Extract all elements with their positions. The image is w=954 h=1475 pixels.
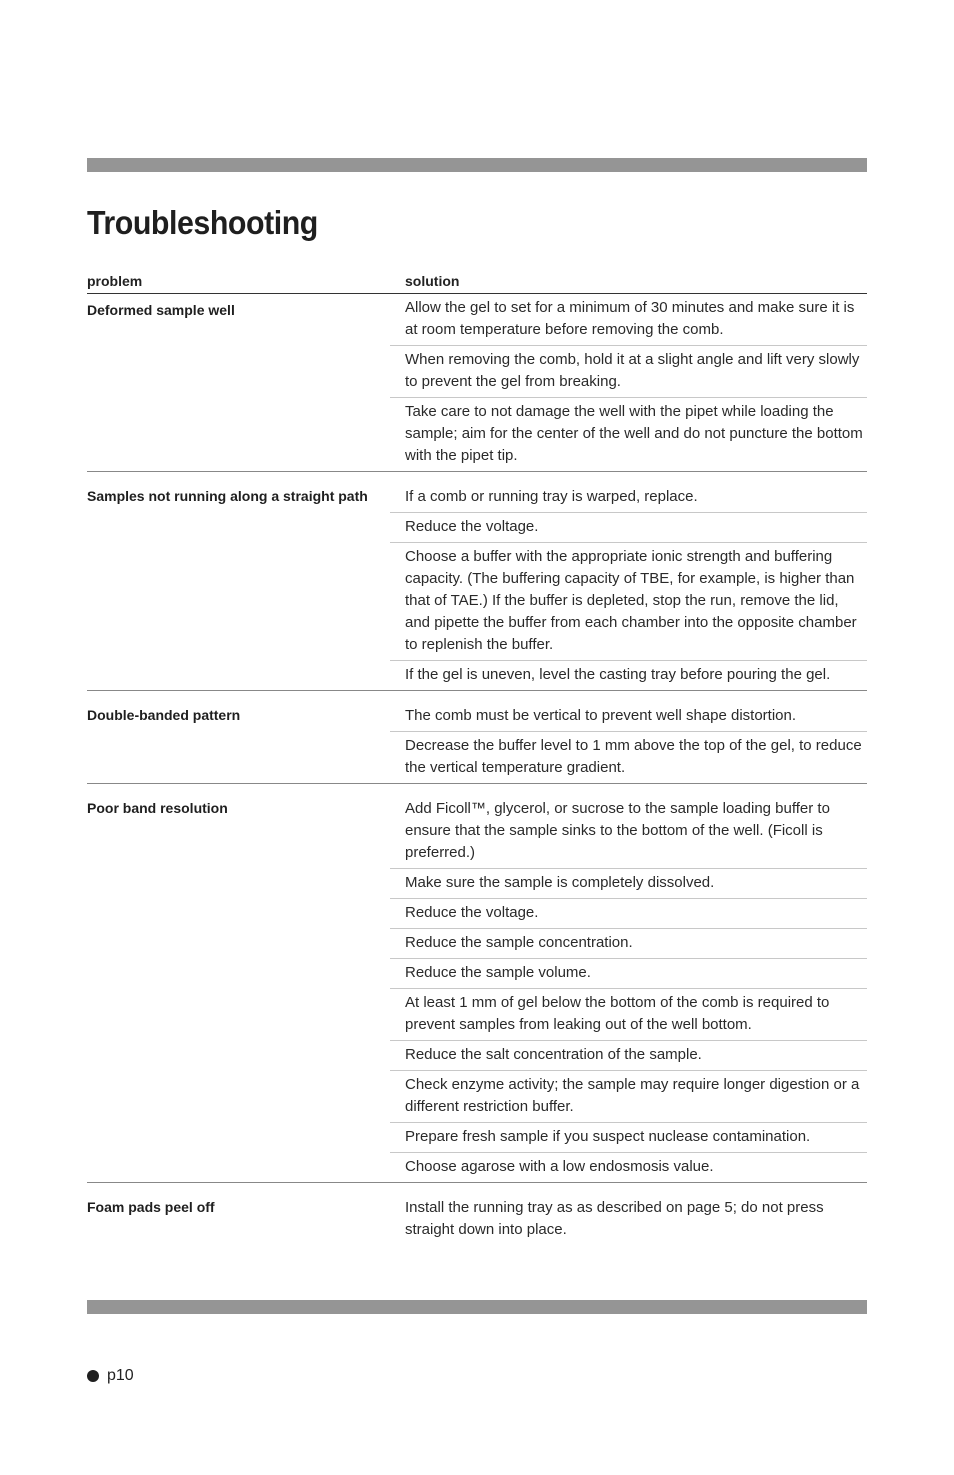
page-title: Troubleshooting bbox=[87, 204, 318, 241]
solution-item: Reduce the sample volume. bbox=[390, 959, 867, 989]
solution-list bbox=[390, 784, 867, 1182]
solution-item: When removing the comb, hold it at a slight angle and lift very slowly to prevent the gel from breaking. bbox=[390, 346, 867, 398]
page-number: p10 bbox=[107, 1367, 134, 1384]
table-row bbox=[87, 784, 867, 1183]
solution-item: Reduce the sample concentration. bbox=[390, 929, 867, 959]
solution-item: If a comb or running tray is warped, replace. bbox=[390, 483, 867, 513]
solution-item: Allow the gel to set for a minimum of 30 minutes and make sure it is at room temperature before removing the comb. bbox=[390, 294, 867, 346]
solution-item: Add Ficoll™, glycerol, or sucrose to the sample loading buffer to ensure that the sample sinks to the bottom of the well. (Ficoll is preferred.) bbox=[390, 795, 867, 869]
solution-item: Choose agarose with a low endosmosis value. bbox=[405, 1158, 714, 1175]
solution-item: Choose a buffer with the appropriate ionic strength and buffering capacity. (The buffering capacity of TBE, for example, is higher than that of TAE.) If the buffer is depleted, stop the run, remove the lid, and pipette the buffer from each chamber into the opposite chamber to replenish the buffer. bbox=[390, 543, 867, 661]
solution-item: Reduce the voltage. bbox=[390, 513, 867, 543]
solution-item: Reduce the salt concentration of the sample. bbox=[390, 1041, 867, 1071]
solution-item: At least 1 mm of gel below the bottom of the comb is required to prevent samples from leaking out of the well bottom. bbox=[390, 989, 867, 1041]
column-header-problem: problem bbox=[87, 273, 143, 289]
solution-list bbox=[390, 294, 867, 471]
troubleshooting-table bbox=[87, 268, 867, 1245]
page-footer bbox=[87, 1367, 134, 1385]
problem-label: Deformed sample well bbox=[87, 302, 235, 318]
table-row bbox=[87, 691, 867, 784]
solution-item: Prepare fresh sample if you suspect nuclease contamination. bbox=[390, 1123, 867, 1153]
table-row bbox=[87, 1183, 867, 1245]
bullet-icon bbox=[87, 1370, 99, 1382]
column-header-solution: solution bbox=[405, 273, 460, 289]
table-row bbox=[87, 294, 867, 472]
solution-item: Check enzyme activity; the sample may require longer digestion or a different restriction buffer. bbox=[390, 1071, 867, 1123]
solution-item: Decrease the buffer level to 1 mm above the top of the gel, to reduce the vertical temperature gradient. bbox=[405, 737, 862, 776]
solution-item: The comb must be vertical to prevent well shape distortion. bbox=[390, 702, 867, 732]
solution-list bbox=[390, 472, 867, 690]
table-row bbox=[87, 472, 867, 691]
bottom-rule-bar bbox=[87, 1300, 867, 1314]
top-rule-bar bbox=[87, 158, 867, 172]
problem-label: Foam pads peel off bbox=[87, 1199, 215, 1215]
solution-item: Install the running tray as as described on page 5; do not press straight down into place. bbox=[405, 1199, 824, 1238]
table-header bbox=[87, 268, 867, 294]
solution-item: Take care to not damage the well with the pipet while loading the sample; aim for the center of the well and do not puncture the bottom with the pipet tip. bbox=[405, 403, 863, 464]
solution-item: If the gel is uneven, level the casting tray before pouring the gel. bbox=[405, 666, 831, 683]
solution-item: Reduce the voltage. bbox=[390, 899, 867, 929]
problem-label: Double-banded pattern bbox=[87, 707, 241, 723]
problem-label: Samples not running along a straight path bbox=[87, 488, 368, 504]
problem-label: Poor band resolution bbox=[87, 800, 228, 816]
solution-list bbox=[390, 691, 867, 783]
solution-item: Make sure the sample is completely dissolved. bbox=[390, 869, 867, 899]
solution-list bbox=[390, 1183, 867, 1245]
